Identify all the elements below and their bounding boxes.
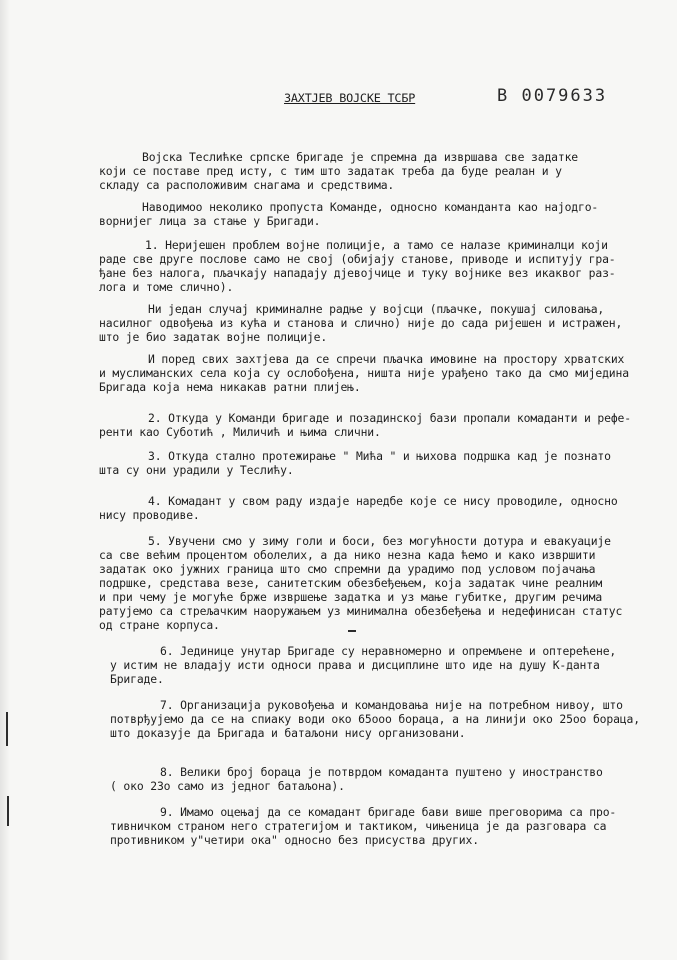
text-line: насилног одвођења из кућа и станова и слично) није до сада ријешен и истражен, (99, 316, 623, 330)
document-title: ЗАХТЈЕВ ВОЈСКЕ ТСБР (284, 91, 416, 105)
text-line: лога и томе слично). (99, 280, 234, 294)
text-line: И поред свих захтјева да се спречи пљачка имовине на простору хрватских (148, 352, 625, 366)
text-line: 9. Имамо оцењај да се комадант бригаде бави више преговорима са про- (160, 805, 617, 819)
text-line: са све већим процентом оболелих, а да нико незна када ћемо и како извршити (99, 548, 596, 562)
text-line: и муслиманских села која су ослобођена, ништа није урађено тако да смо мијединa (99, 366, 629, 380)
text-line: 3. Откуда стално протежирање " Мића " и њихова подршка кад је познато (148, 449, 611, 463)
text-line: Бригаде. (110, 672, 164, 686)
text-line: 8. Велики број бораца је потврдом комаданта пуштено у иностранство (160, 765, 603, 779)
text-line: Ни један случај криминалне радње у војсци (пљачке, покушај силовања, (148, 302, 605, 316)
text-line: нису проводиве. (99, 508, 200, 522)
text-line: 5. Увучени смо у зиму голи и боси, без могућности дотура и евакуације (148, 534, 611, 548)
text-line: шта су они урадили у Теслићу. (99, 463, 294, 477)
text-line: што је био задатак војне полиције. (99, 330, 328, 344)
text-line: противником у"четири ока" односно без присуства других. (110, 833, 479, 847)
text-line: раде све друге послове само не свој (обијају станове, приводе и испитују гра- (99, 252, 616, 266)
text-line: Војска Теслићке српске бригаде је спремна да извршава све задатке (142, 150, 579, 164)
text-line: 4. Комадант у свом раду издаје наредбе које се нису проводиле, односно (148, 494, 618, 508)
text-line: тивничком страном него стратегијом и тактиком, чињеница је да разговара са (110, 819, 607, 833)
text-line: Наводимоо неколико пропуста Команде, односно команданта као најодго- (142, 200, 599, 214)
text-line: од стране корпуса. (99, 618, 220, 632)
text-line: у истим не владају исти односи права и дисциплине што иде на душу К-данта (110, 658, 600, 672)
text-line: Бригада која нема никакав ратни плијењ. (99, 380, 361, 394)
document-number: В 0079633 (497, 86, 608, 106)
text-line: 1. Неријешен проблем војне полиције, а тамо се налазе криминалци који (145, 238, 608, 252)
text-line: потврђујемо да се на спиаку води око 65ооо бораца, а на линији око 25оо бораца, (110, 712, 640, 726)
text-line: који се поставе пред исту, с тим што задатак треба да буде реалан и у (99, 164, 562, 178)
text-line: што доказује да Бригада и батаљони нису организовани. (110, 726, 466, 740)
text-line: 2. Откуда у Команди бригаде и позадинској бази пропали комаданти и рефе- (148, 411, 631, 425)
margin-mark (7, 796, 9, 826)
text-line: 7. Организација руковођења и командовања није на потребном нивоу, што (160, 698, 623, 712)
margin-mark (348, 630, 356, 632)
text-line: ворнијег лица за стање у Бригади. (99, 214, 321, 228)
text-line: ренти као Суботић , Миличић и њима слични. (99, 425, 381, 439)
text-line: ратујемо са стрељачким наоружањем уз минимална обезбеђења и недефинисан статус (99, 604, 623, 618)
text-line: складу са расположивим снагама и средствима. (99, 178, 395, 192)
text-line: ђане без налога, пљачкају нападају дјевојчице и туку војнике вез икаквог раз- (99, 266, 616, 280)
text-line: подршке, средстава везе, санитетским обезбеђењем, која задатак чине реалним (99, 576, 603, 590)
text-line: 6. Јединице унутар Бригаде су неравномерно и опремљене и оптерећене, (160, 644, 617, 658)
text-line: ( око 23о само из једног батаљона). (110, 779, 345, 793)
text-line: задатак око јужних граница што смо спремни да урадимо под условом појачања (99, 562, 596, 576)
margin-mark (6, 712, 8, 746)
text-line: и при чему је могуће брже извршење задатка и уз мање губитке, другим речима (99, 590, 603, 604)
